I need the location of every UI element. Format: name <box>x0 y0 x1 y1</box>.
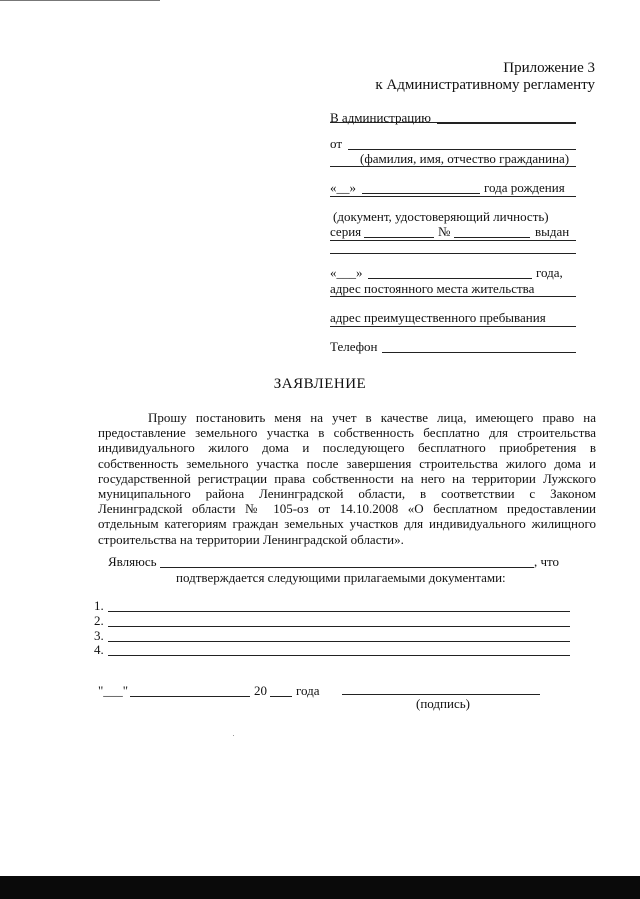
series-field[interactable] <box>364 225 434 238</box>
document-item-label: 3. <box>94 628 104 643</box>
scan-bottom-edge <box>0 876 640 899</box>
birth-date-field[interactable] <box>362 181 480 194</box>
issued-by-line-2[interactable] <box>330 253 576 254</box>
fio-hint: (фамилия, имя, отчество гражданина) <box>360 151 570 166</box>
status-field[interactable] <box>160 555 534 568</box>
applicant-name-line-2[interactable] <box>330 166 576 167</box>
document-field-4[interactable] <box>108 643 570 656</box>
scan-speck <box>233 735 234 736</box>
year-field[interactable] <box>270 684 292 697</box>
date-day-label: "___" <box>98 683 129 698</box>
admin-name-line-2[interactable] <box>330 122 576 123</box>
document-field-2[interactable] <box>108 614 570 627</box>
status-prefix: Являюсь <box>108 554 157 569</box>
status-suffix: , что <box>534 554 560 569</box>
scan-edge-line <box>0 0 160 1</box>
number-sign: № <box>438 224 451 239</box>
birth-day-label: «__» <box>330 180 356 195</box>
year-suffix: года <box>296 683 320 698</box>
issue-date-field[interactable] <box>368 266 532 279</box>
date-month-field[interactable] <box>130 684 250 697</box>
document-item-label: 1. <box>94 598 104 613</box>
year-prefix: 20 <box>254 683 267 698</box>
issued-by-line-1[interactable] <box>330 240 576 241</box>
document-item-label: 4. <box>94 642 104 657</box>
issued-label: выдан <box>535 224 570 239</box>
applicant-header-block <box>330 0 576 360</box>
document-field-3[interactable] <box>108 629 570 642</box>
phone-field[interactable] <box>382 340 576 353</box>
document-item-label: 2. <box>94 613 104 628</box>
permanent-address-label: адрес постоянного места жительства <box>330 281 535 296</box>
document-field-1[interactable] <box>108 599 570 612</box>
preferred-address-label: адрес преимущественного пребывания <box>330 310 546 325</box>
to-admin-label: В администрацию <box>330 110 431 125</box>
phone-label: Телефон <box>330 339 378 354</box>
status-confirm-text: подтверждается следующими прилагаемыми документами: <box>176 570 506 585</box>
application-body-text: Прошу постановить меня на учет в качестве лица, имеющего право на предоставление земельного участка в собственность бесплатно для строительства индивидуального жилого дома и последующего бесплатного приобретения в собственность земельного участка после завершения строительства жилого дома и государственной регистрации права собственности на него на территории Лужского муниципального района Ленинградской области, в соответствии с Законом Ленинградской области № 105-оз от 14.10.2008 «О бесплатном предоставлении отдельным категориям граждан земельных участков для индивидуального жилищного строительства на территории Ленинградской области». <box>98 410 596 547</box>
document-title: ЗАЯВЛЕНИЕ <box>273 376 367 392</box>
series-label: серия <box>330 224 362 239</box>
appendix-reference: к Административному регламенту <box>375 77 595 93</box>
issue-year-label: года, <box>536 265 563 280</box>
birth-year-label: года рождения <box>484 180 565 195</box>
from-label: от <box>330 136 343 151</box>
applicant-name-field[interactable] <box>348 137 576 150</box>
appendix-number: Приложение 3 <box>503 60 595 76</box>
number-field[interactable] <box>454 225 530 238</box>
issue-day-label: «___» <box>330 265 363 280</box>
permanent-address-line[interactable] <box>330 296 576 297</box>
signature-field[interactable] <box>342 682 540 695</box>
birth-line-2[interactable] <box>330 196 576 197</box>
signature-hint: (подпись) <box>416 696 470 711</box>
preferred-address-line[interactable] <box>330 326 576 327</box>
id-document-hint: (документ, удостоверяющий личность) <box>333 209 549 224</box>
